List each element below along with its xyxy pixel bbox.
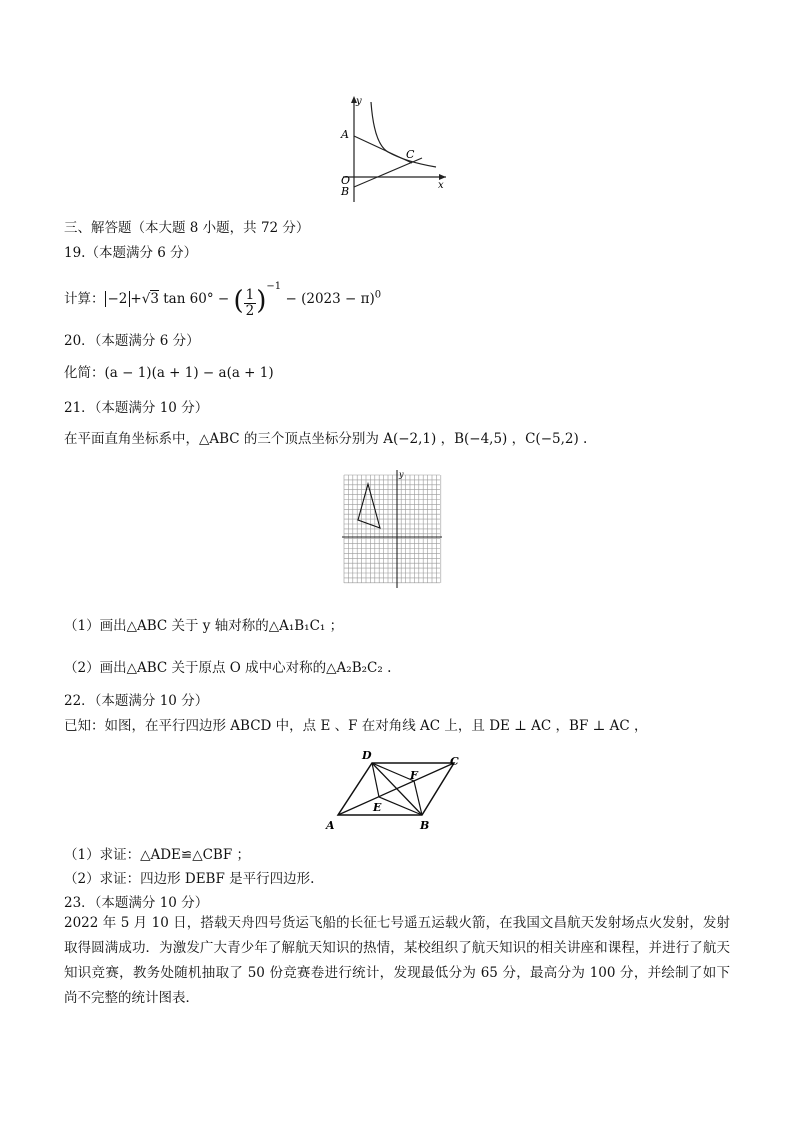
fig-label-A: A [326,819,335,832]
q19-exp-zero: 0 [374,289,382,301]
q20-header: 20．（本题满分 6 分） [64,333,200,349]
q21-header: 21．（本题满分 10 分） [64,400,209,416]
q19-fraction [244,288,257,319]
fig1-label-x: x [438,180,444,191]
grid-label-y: y [399,470,404,479]
q19-paren-expr: 2023 − π [306,291,370,307]
fig-label-D: D [362,749,372,762]
q19-plus: + [130,291,142,307]
fig1-label-y: y [356,96,362,107]
q19-minus-1: − [217,291,230,307]
q22-text: 已知：如图，在平行四边形 ABCD 中，点 E 、F 在对角线 AC 上，且 DE ⊥ AC ，BF ⊥ AC ， [64,718,648,734]
q19-tan: tan 60° [163,291,214,307]
q22-header: 22．（本题满分 10 分） [64,693,209,709]
q19-frac-den: 2 [245,303,255,319]
q19-exp-neg1: −1 [266,281,282,292]
q19-minus-2: − [285,291,297,307]
q19-prefix: 计算： [64,291,105,307]
fig-label-E: E [373,801,382,814]
q21-part2: （2）画出△ABC 关于原点 O 成中心对称的△A₂B₂C₂ . [64,660,392,676]
function-graph-figure [338,92,450,208]
right-paren-icon: ) [256,286,267,316]
fig1-label-O: O [341,174,351,187]
q19-header: 19.（本题满分 6 分） [64,245,198,261]
q19-sqrt-num: 3 [150,291,159,307]
q19-expression: 计算： −2 +√3 tan 60° − ( $\frac{1}{2}$ )$^{-1} - (2023 - \pi)^0$ [64,281,382,319]
section-3-title: 三、解答题（本大题 8 小题，共 72 分） [64,220,310,236]
parallelogram-figure [322,745,472,833]
q20-text: 化简：(a − 1)(a + 1) − a(a + 1) [64,365,274,381]
q22-part2: （2）求证：四边形 DEBF 是平行四边形. [64,871,315,887]
q19-frac-num: 1 [245,287,255,303]
fig-label-F: F [410,769,418,782]
left-paren-icon: ( [233,286,244,316]
fig1-label-B: B [341,185,350,198]
coordinate-grid-figure [340,468,444,590]
fig1-label-A: A [341,128,349,141]
q21-part1: （1）画出△ABC 关于 y 轴对称的△A₁B₁C₁ ； [64,618,344,634]
q22-part1: （1）求证：△ADE≌△CBF ； [64,847,251,863]
fig-label-C: C [450,755,459,768]
q21-text: 在平面直角坐标系中，△ABC 的三个顶点坐标分别为 A(−2,1) ，B(−4,5) ，C(−5,2) . [64,431,588,447]
sqrt-icon: √ [141,291,151,307]
q19-abs-value: −2 [105,291,131,307]
q23-text: 2022 年 5 月 10 日，搭载天舟四号货运飞船的长征七号遥五运载火箭，在我国文昌航天发射场点火发射，发射取得圆满成功．为激发广大青少年了解航天知识的热情，某校组织了航天知识的相关讲座和课程，并进行了航天知识竞赛，教务处随机抽取了 50 份竞赛卷进行统计，发现最低分为 65 分，最高分为 100 分，并绘制了如下尚不完整的统计图表． [64,915,730,1006]
triangle-abc [358,484,380,528]
fig-label-B: B [420,819,430,832]
fig1-label-C: C [406,148,415,161]
q23-header: 23．（本题满分 10 分） [64,895,209,911]
